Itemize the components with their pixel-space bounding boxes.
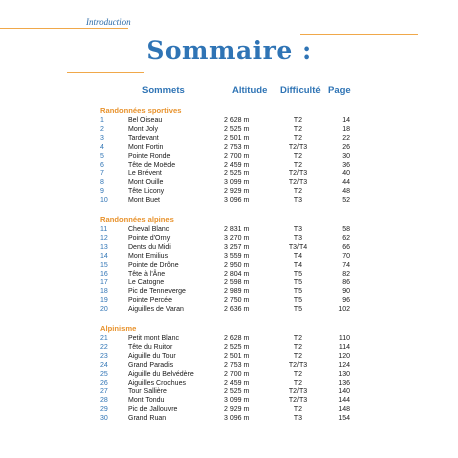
difficulty-value: T2	[293, 125, 303, 133]
entry-number: 1	[100, 117, 104, 124]
page-number: 96	[342, 297, 350, 305]
difficulty-value: T2/T3	[288, 361, 308, 369]
table-row[interactable]	[0, 270, 458, 279]
summit-name: Tête Licony	[128, 188, 165, 196]
difficulty-value: T3	[293, 234, 303, 242]
summit-name: Cheval Blanc	[128, 226, 170, 233]
difficulty-value: T3	[293, 226, 303, 233]
column-header-altitude: Altitude	[232, 85, 268, 96]
summit-name: Pointe de Drône	[128, 261, 179, 269]
difficulty-value: T2	[293, 343, 303, 351]
summit-name: Le Brévent	[128, 170, 162, 178]
table-row[interactable]	[0, 116, 458, 125]
table-row[interactable]	[0, 405, 458, 414]
difficulty-value: T5	[293, 297, 303, 305]
table-row[interactable]	[0, 278, 458, 287]
difficulty-value: T2/T3	[288, 179, 308, 187]
summit-name: Aiguille du Belvédère	[128, 370, 194, 378]
summit-name: Mont Fortin	[128, 143, 164, 151]
altitude-value: 2 501 m	[224, 134, 250, 142]
table-row[interactable]	[0, 125, 458, 134]
altitude-value: 2 525 m	[224, 343, 250, 351]
altitude-value: 2 636 m	[224, 306, 250, 314]
summit-name: Aiguilles de Varan	[128, 306, 184, 314]
page-title: Sommaire :	[146, 36, 312, 65]
summit-name: Aiguille du Tour	[128, 352, 176, 360]
table-row[interactable]	[0, 134, 458, 143]
altitude-value: 2 753 m	[224, 361, 250, 369]
table-row[interactable]	[0, 187, 458, 196]
altitude-value: 2 804 m	[224, 270, 250, 278]
page-number: 18	[342, 125, 350, 133]
entry-number: 15	[100, 261, 108, 269]
page-number: 22	[342, 134, 350, 142]
summit-name: Tête à l'Âne	[128, 270, 166, 278]
entry-number: 21	[100, 335, 108, 342]
entry-number: 10	[100, 197, 108, 205]
entry-number: 12	[100, 234, 108, 242]
entry-number: 22	[100, 343, 108, 351]
table-row[interactable]	[0, 296, 458, 305]
table-row[interactable]	[0, 152, 458, 161]
altitude-value: 2 700 m	[224, 370, 250, 378]
page-number: 58	[342, 226, 350, 233]
altitude-value: 2 501 m	[224, 352, 250, 360]
difficulty-value: T2/T3	[288, 170, 308, 178]
page-number: 154	[338, 415, 350, 423]
difficulty-value: T5	[293, 306, 303, 314]
page-number: 148	[338, 406, 350, 414]
page-number: 86	[342, 279, 350, 287]
summit-name: Le Catogne	[128, 279, 165, 287]
difficulty-value: T2	[293, 335, 303, 342]
column-header-sommets: Sommets	[142, 85, 185, 96]
difficulty-value: T2	[293, 406, 303, 414]
page-number: 70	[342, 252, 350, 260]
summit-name: Mont Buet	[128, 197, 160, 205]
table-row[interactable]	[0, 143, 458, 152]
difficulty-value: T2	[293, 379, 303, 387]
entry-number: 29	[100, 406, 108, 414]
altitude-value: 2 628 m	[224, 117, 250, 124]
summit-name: Pointe Percée	[128, 297, 172, 305]
table-row[interactable]	[0, 343, 458, 352]
entry-number: 2	[100, 125, 104, 133]
page-number: 136	[338, 379, 350, 387]
entry-number: 14	[100, 252, 108, 260]
altitude-value: 2 628 m	[224, 335, 250, 342]
entry-number: 9	[100, 188, 104, 196]
entry-number: 24	[100, 361, 108, 369]
altitude-value: 2 929 m	[224, 188, 250, 196]
table-row[interactable]	[0, 334, 458, 343]
table-row[interactable]	[0, 161, 458, 170]
difficulty-value: T2	[293, 161, 303, 169]
table-row[interactable]	[0, 261, 458, 270]
difficulty-value: T2	[293, 352, 303, 360]
table-row[interactable]	[0, 234, 458, 243]
table-row[interactable]	[0, 414, 458, 423]
page-number: 66	[342, 243, 350, 251]
summit-name: Tête du Ruitor	[128, 343, 173, 351]
summit-name: Aiguilles Crochues	[128, 379, 186, 387]
summit-name: Mont Emilius	[128, 252, 169, 260]
entry-number: 28	[100, 397, 108, 405]
summit-name: Tardevant	[128, 134, 159, 142]
table-row[interactable]	[0, 252, 458, 261]
entry-number: 6	[100, 161, 104, 169]
section-title: Randonnées alpines	[100, 215, 174, 224]
table-row[interactable]	[0, 243, 458, 252]
altitude-value: 2 950 m	[224, 261, 250, 269]
header-divider	[0, 28, 128, 29]
page-number: 40	[342, 170, 350, 178]
difficulty-value: T2	[293, 134, 303, 142]
section-title: Alpinisme	[100, 324, 137, 333]
table-row[interactable]	[0, 361, 458, 370]
page-number: 82	[342, 270, 350, 278]
entry-number: 8	[100, 179, 104, 187]
summit-name: Tour Sallière	[128, 388, 167, 396]
page-number: 140	[338, 388, 350, 396]
difficulty-value: T3/T4	[288, 243, 308, 251]
summit-name: Pic de Jallouvre	[128, 406, 178, 414]
altitude-value: 3 257 m	[224, 243, 250, 251]
entry-number: 19	[100, 297, 108, 305]
table-row[interactable]	[0, 387, 458, 396]
summit-name: Pic de Tenneverge	[128, 288, 186, 296]
difficulty-value: T5	[293, 288, 303, 296]
difficulty-value: T3	[293, 197, 303, 205]
summit-name: Mont Tondu	[128, 397, 165, 405]
altitude-value: 2 525 m	[224, 125, 250, 133]
header-label: Introduction	[86, 17, 131, 27]
difficulty-value: T5	[293, 279, 303, 287]
entry-number: 23	[100, 352, 108, 360]
entry-number: 4	[100, 143, 104, 151]
summit-name: Petit mont Blanc	[128, 335, 179, 342]
title-divider-right	[300, 34, 418, 35]
entry-number: 18	[100, 288, 108, 296]
entry-number: 16	[100, 270, 108, 278]
summit-name: Tête de Moëde	[128, 161, 176, 169]
table-row[interactable]	[0, 169, 458, 178]
table-row[interactable]	[0, 196, 458, 205]
column-header-difficulte: Difficulté	[280, 85, 321, 96]
entry-number: 7	[100, 170, 104, 178]
entry-number: 25	[100, 370, 108, 378]
altitude-value: 3 559 m	[224, 252, 250, 260]
summit-name: Grand Paradis	[128, 361, 174, 369]
table-row[interactable]	[0, 379, 458, 388]
entry-number: 11	[100, 226, 108, 233]
page-number: 48	[342, 188, 350, 196]
page-number: 124	[338, 361, 350, 369]
summit-name: Pointe Ronde	[128, 152, 171, 160]
entry-number: 30	[100, 415, 108, 423]
column-header-page: Page	[328, 85, 351, 96]
summit-name: Grand Ruan	[128, 415, 167, 423]
page-number: 110	[338, 335, 350, 342]
difficulty-value: T3	[293, 415, 303, 423]
difficulty-value: T4	[293, 261, 303, 269]
entry-number: 13	[100, 243, 108, 251]
altitude-value: 2 700 m	[224, 152, 250, 160]
page-number: 36	[342, 161, 350, 169]
summit-name: Pointe d'Orny	[128, 234, 171, 242]
page-number: 90	[342, 288, 350, 296]
difficulty-value: T4	[293, 252, 303, 260]
altitude-value: 2 459 m	[224, 379, 250, 387]
page-number: 14	[342, 117, 350, 124]
page-number: 144	[338, 397, 350, 405]
difficulty-value: T2/T3	[288, 397, 308, 405]
difficulty-value: T2	[293, 152, 303, 160]
page-number: 102	[338, 306, 350, 314]
entry-number: 3	[100, 134, 104, 142]
altitude-value: 2 929 m	[224, 406, 250, 414]
page-number: 74	[342, 261, 350, 269]
altitude-value: 3 270 m	[224, 234, 250, 242]
altitude-value: 2 989 m	[224, 288, 250, 296]
table-row[interactable]	[0, 178, 458, 187]
entry-number: 27	[100, 388, 108, 396]
altitude-value: 3 099 m	[224, 179, 250, 187]
page-number: 30	[342, 152, 350, 160]
altitude-value: 2 831 m	[224, 226, 250, 233]
title-divider-left	[67, 72, 144, 73]
table-row[interactable]	[0, 305, 458, 314]
difficulty-value: T2/T3	[288, 143, 308, 151]
altitude-value: 3 096 m	[224, 415, 250, 423]
difficulty-value: T5	[293, 270, 303, 278]
summit-name: Bel Oiseau	[128, 117, 163, 124]
page-number: 52	[342, 197, 350, 205]
entry-number: 20	[100, 306, 108, 314]
difficulty-value: T2	[293, 188, 303, 196]
page-number: 114	[338, 343, 350, 351]
page-number: 130	[338, 370, 350, 378]
summit-name: Mont Ouille	[128, 179, 164, 187]
altitude-value: 2 525 m	[224, 388, 250, 396]
altitude-value: 2 750 m	[224, 297, 250, 305]
table-row[interactable]	[0, 287, 458, 296]
altitude-value: 2 598 m	[224, 279, 250, 287]
entry-number: 5	[100, 152, 104, 160]
difficulty-value: T2	[293, 117, 303, 124]
table-row[interactable]	[0, 225, 458, 234]
summit-name: Dents du Midi	[128, 243, 171, 251]
altitude-value: 2 525 m	[224, 170, 250, 178]
table-row[interactable]	[0, 370, 458, 379]
section-title: Randonnées sportives	[100, 106, 182, 115]
difficulty-value: T2/T3	[288, 388, 308, 396]
table-row[interactable]	[0, 396, 458, 405]
summit-name: Mont Joly	[128, 125, 158, 133]
difficulty-value: T2	[293, 370, 303, 378]
altitude-value: 3 096 m	[224, 197, 250, 205]
page-number: 26	[342, 143, 350, 151]
page-number: 120	[338, 352, 350, 360]
entry-number: 26	[100, 379, 108, 387]
page-number: 62	[342, 234, 350, 242]
altitude-value: 3 099 m	[224, 397, 250, 405]
entry-number: 17	[100, 279, 108, 287]
page-number: 44	[342, 179, 350, 187]
table-row[interactable]	[0, 352, 458, 361]
altitude-value: 2 753 m	[224, 143, 250, 151]
altitude-value: 2 459 m	[224, 161, 250, 169]
